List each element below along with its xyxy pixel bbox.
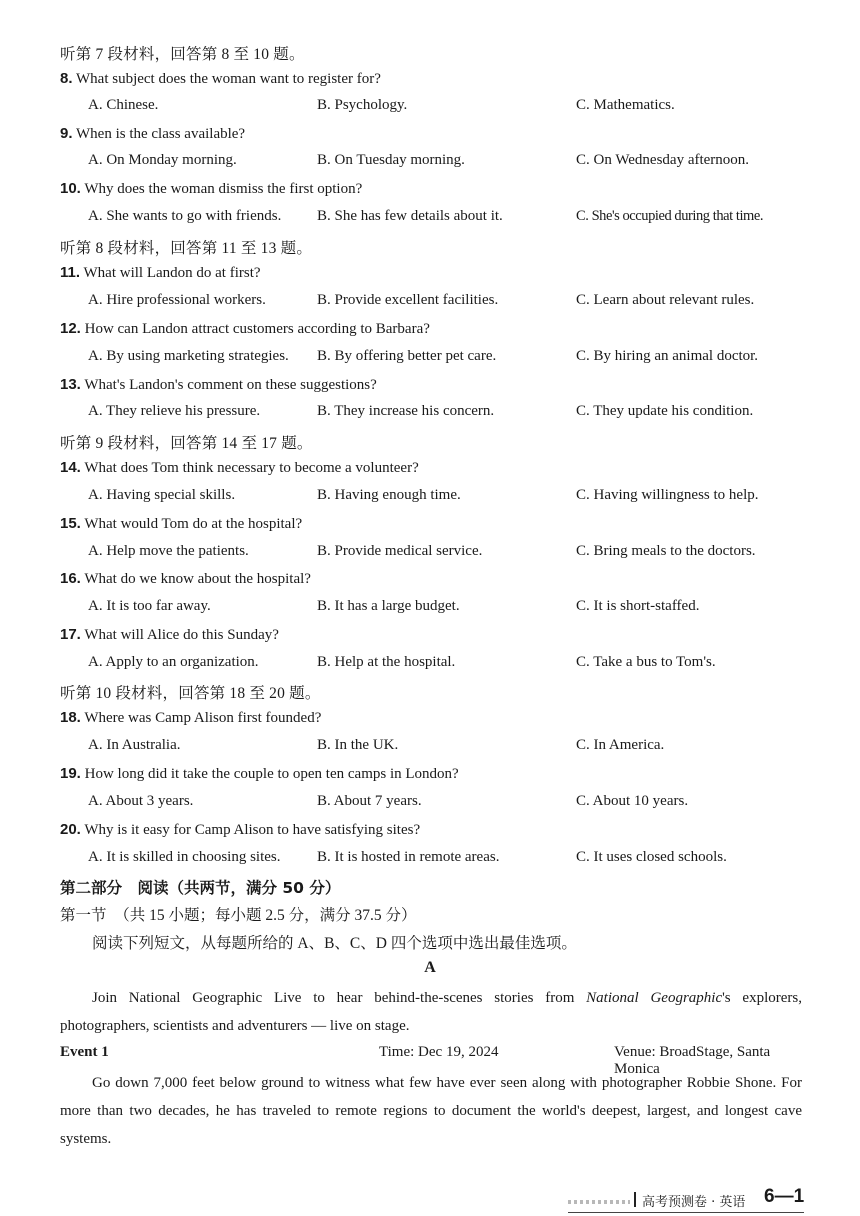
option-row (88, 487, 848, 509)
event-label: Event 1 (60, 1044, 109, 1060)
question (60, 320, 430, 338)
option-c: C. Bring meals to the doctors. (576, 543, 756, 559)
page-footer (568, 1186, 805, 1213)
section-title: 第一节 （共 15 小题；每小题 2.5 分，满分 37.5 分） (60, 907, 417, 924)
footer-divider (634, 1192, 636, 1207)
group-header: 听第 10 段材料，回答第 18 至 20 题。 (60, 685, 321, 702)
question-text: What's Landon's comment on these suggestions? (84, 377, 377, 393)
option-row (88, 403, 848, 425)
question-text: What will Alice do this Sunday? (84, 627, 279, 643)
question-number: 15. (60, 515, 81, 532)
question-number: 20. (60, 821, 81, 838)
option-c: C. It uses closed schools. (576, 849, 727, 865)
question (60, 125, 245, 143)
question-number: 19. (60, 765, 81, 782)
group-header: 听第 9 段材料，回答第 14 至 17 题。 (60, 435, 313, 452)
question-number: 12. (60, 320, 81, 337)
option-b: B. It has a large budget. (317, 598, 460, 614)
option-a: A. They relieve his pressure. (88, 403, 261, 419)
question-number: 10. (60, 180, 81, 197)
event-description: Go down 7,000 feet below ground to witness what few have ever seen along with photographer Robbie Shone. For more than two decades, he has traveled to remote regions to document the world's deepest, largest, and longest cave systems. (60, 1075, 802, 1147)
option-a: A. It is skilled in choosing sites. (88, 849, 281, 865)
passage-letter: A (424, 959, 436, 976)
question (60, 264, 261, 282)
question (60, 515, 302, 533)
event-venue: Venue: BroadStage, Santa Monica (614, 1044, 771, 1077)
option-a: A. Having special skills. (88, 487, 236, 503)
question-number: 16. (60, 570, 81, 587)
option-c: C. It is short-staffed. (576, 598, 700, 614)
option-a: A. She wants to go with friends. (88, 208, 282, 224)
event-info-row (60, 1044, 802, 1077)
question-text: What subject does the woman want to register for? (76, 71, 381, 87)
option-row (88, 793, 848, 815)
option-row (88, 292, 848, 314)
event-time: Time: Dec 19, 2024 (379, 1044, 499, 1060)
question (60, 626, 279, 644)
group-header: 听第 8 段材料，回答第 11 至 13 题。 (60, 240, 313, 257)
question (60, 821, 420, 839)
option-b: B. Provide excellent facilities. (317, 292, 499, 308)
question-text: What would Tom do at the hospital? (84, 516, 303, 532)
question-number: 11. (60, 264, 81, 281)
question-text: What does Tom think necessary to become a volunteer? (84, 460, 419, 476)
question (60, 180, 362, 198)
option-b: B. Psychology. (317, 97, 408, 113)
question (60, 376, 377, 394)
question-text: How long did it take the couple to open ten camps in London? (84, 766, 459, 782)
option-row (88, 598, 848, 620)
question-number: 13. (60, 376, 81, 393)
question (60, 765, 459, 783)
option-b: B. In the UK. (317, 737, 399, 753)
question (60, 70, 381, 88)
option-b: B. She has few details about it. (317, 208, 503, 224)
question-number: 18. (60, 709, 81, 726)
question (60, 459, 419, 477)
instruction: 阅读下列短文，从每题所给的 A、B、C、D 四个选项中选出最佳选项。 (92, 935, 577, 952)
option-b: B. On Tuesday morning. (317, 152, 465, 168)
option-b: B. By offering better pet care. (317, 348, 497, 364)
page-number: 6—1 (764, 1186, 805, 1207)
option-row (88, 849, 848, 871)
option-a: A. On Monday morning. (88, 152, 237, 168)
question-number: 17. (60, 626, 81, 643)
option-b: B. About 7 years. (317, 793, 422, 809)
option-row (88, 543, 848, 565)
option-row (88, 208, 848, 230)
question-text: How can Landon attract customers according to Barbara? (84, 321, 430, 337)
option-a: A. In Australia. (88, 737, 181, 753)
option-a: A. It is too far away. (88, 598, 211, 614)
option-c: C. Take a bus to Tom's. (576, 654, 716, 670)
option-c: C. Having willingness to help. (576, 487, 759, 503)
option-c: C. On Wednesday afternoon. (576, 152, 750, 168)
question-text: What do we know about the hospital? (84, 571, 311, 587)
option-b: B. Provide medical service. (317, 543, 483, 559)
question (60, 570, 311, 588)
group-header: 听第 7 段材料，回答第 8 至 10 题。 (60, 46, 305, 63)
option-row (88, 152, 848, 174)
question-text: Why is it easy for Camp Alison to have satisfying sites? (84, 822, 421, 838)
footer-smudge (568, 1200, 630, 1204)
option-c: C. Learn about relevant rules. (576, 292, 755, 308)
question-text: Why does the woman dismiss the first option? (84, 181, 363, 197)
option-row (88, 97, 848, 119)
option-a: A. About 3 years. (88, 793, 194, 809)
intro-prefix: Join National Geographic Live to hear behind-the-scenes stories from (92, 990, 587, 1006)
question-number: 8. (60, 70, 73, 87)
option-c: C. They update his condition. (576, 403, 754, 419)
option-a: A. Chinese. (88, 97, 159, 113)
option-a: A. Hire professional workers. (88, 292, 266, 308)
option-row (88, 654, 848, 676)
option-c: C. By hiring an animal doctor. (576, 348, 759, 364)
option-c: C. About 10 years. (576, 793, 689, 809)
question-text: Where was Camp Alison first founded? (84, 710, 322, 726)
question-number: 14. (60, 459, 81, 476)
option-c: C. Mathematics. (576, 97, 675, 113)
option-a: A. Help move the patients. (88, 543, 249, 559)
option-b: B. It is hosted in remote areas. (317, 849, 500, 865)
intro-suffix: 's explorers, photographers, scientists and adventurers — live on stage. (60, 990, 802, 1034)
option-a: A. Apply to an organization. (88, 654, 259, 670)
option-row (88, 737, 848, 759)
option-c: C. She's occupied during that time. (576, 208, 764, 224)
option-b: B. Help at the hospital. (317, 654, 456, 670)
option-row (88, 348, 848, 370)
intro-italic: National Geographic (586, 990, 723, 1006)
question-text: What will Landon do at first? (83, 265, 261, 281)
option-c: C. In America. (576, 737, 665, 753)
question-number: 9. (60, 125, 73, 142)
question (60, 709, 321, 727)
passage-intro (60, 984, 802, 1040)
footer-title: 高考预测卷 · 英语 (642, 1195, 746, 1210)
option-b: B. Having enough time. (317, 487, 461, 503)
part-title: 第二部分 阅读（共两节，满分 50 分） (60, 879, 341, 897)
option-a: A. By using marketing strategies. (88, 348, 289, 364)
option-b: B. They increase his concern. (317, 403, 495, 419)
question-text: When is the class available? (76, 126, 246, 142)
